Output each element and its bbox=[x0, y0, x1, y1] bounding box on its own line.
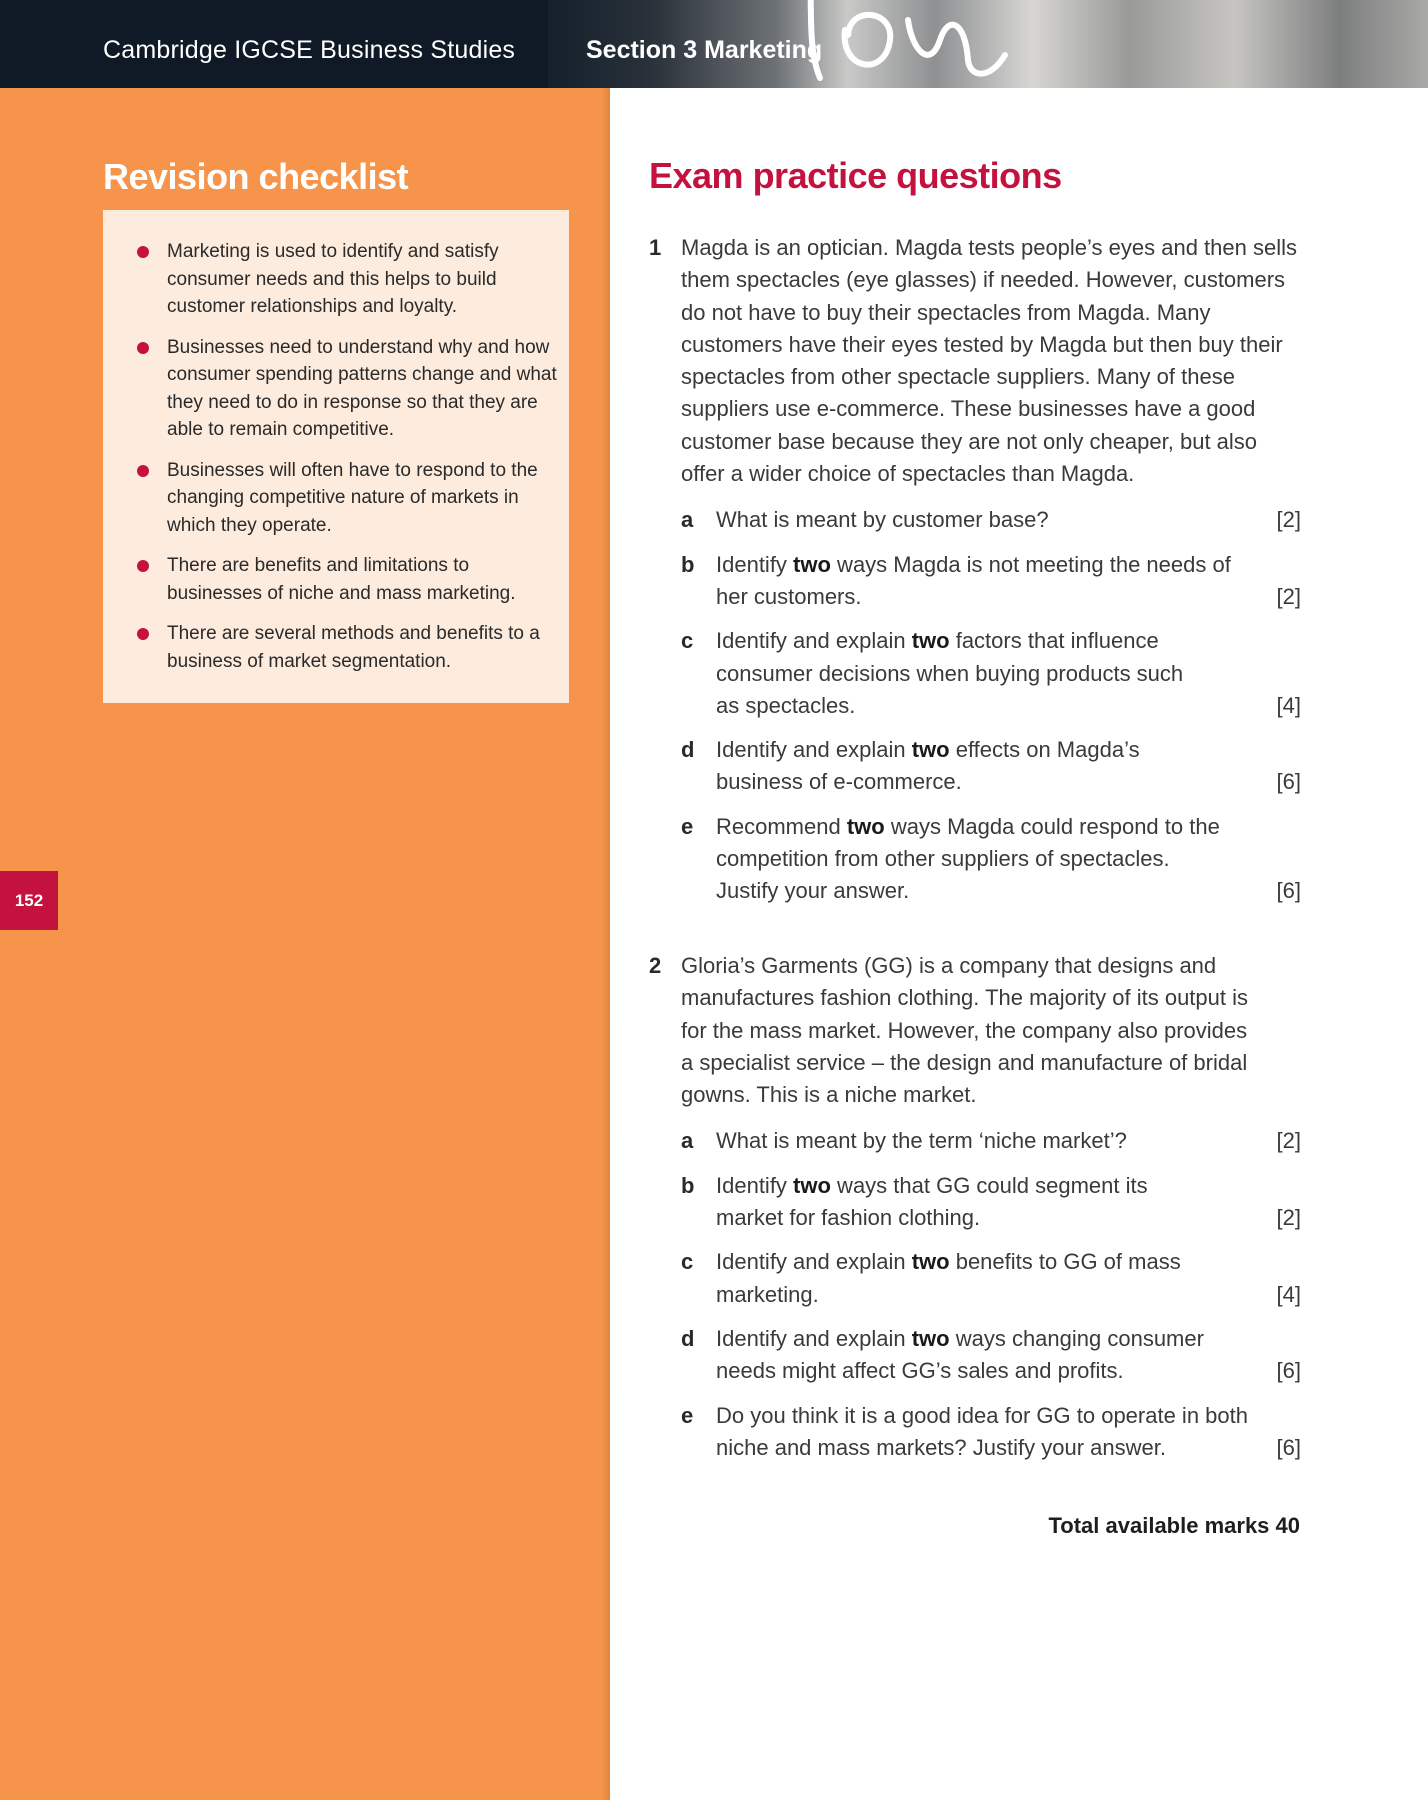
checklist-item-text: Businesses will often have to respond to the changing competitive nature of markets in which they operate. bbox=[167, 459, 538, 536]
checklist-item-text: There are several methods and benefits to a business of market segmentation. bbox=[167, 623, 540, 672]
part-text: Identify and explain two factors that influence consumer decisions when buying products such as spectacles. bbox=[716, 628, 1184, 718]
part-letter: a bbox=[681, 507, 694, 533]
question-part bbox=[681, 1170, 1301, 1235]
section-title: Section 3 Marketing bbox=[586, 36, 823, 64]
question-part bbox=[681, 1400, 1301, 1465]
part-marks: [6] bbox=[1276, 769, 1301, 795]
question-part bbox=[681, 734, 1301, 799]
part-marks: [2] bbox=[1276, 1128, 1301, 1154]
page-header bbox=[0, 0, 1428, 88]
part-text: Identify and explain two effects on Magda’s business of e-commerce. bbox=[716, 737, 1140, 795]
question-number: 1 bbox=[649, 235, 662, 260]
bullet-dot-icon bbox=[137, 342, 149, 354]
question-number: 2 bbox=[649, 953, 662, 978]
part-letter: c bbox=[681, 628, 694, 654]
bullet-dot-icon bbox=[137, 560, 149, 572]
question-2 bbox=[649, 950, 1301, 1464]
checklist-item bbox=[137, 457, 559, 540]
part-letter: e bbox=[681, 1402, 694, 1428]
question-part bbox=[681, 625, 1301, 722]
part-letter: d bbox=[681, 737, 695, 763]
checklist-item bbox=[137, 552, 559, 607]
book-title: Cambridge IGCSE Business Studies bbox=[103, 36, 516, 64]
question-part bbox=[681, 811, 1301, 908]
part-marks: [6] bbox=[1276, 878, 1301, 904]
part-marks: [6] bbox=[1276, 1358, 1301, 1384]
checklist-item bbox=[137, 334, 559, 444]
total-marks: Total available marks 40 bbox=[1048, 1513, 1300, 1538]
header-scrawl-graphic bbox=[790, 0, 1020, 88]
part-letter: e bbox=[681, 813, 694, 839]
part-marks: [4] bbox=[1276, 1281, 1301, 1307]
revision-checklist bbox=[103, 210, 569, 703]
part-marks: [2] bbox=[1276, 1205, 1301, 1231]
exam-heading: Exam practice questions bbox=[649, 155, 1062, 196]
part-marks: [6] bbox=[1276, 1434, 1301, 1460]
checklist-item-text: There are benefits and limitations to businesses of niche and mass marketing. bbox=[167, 555, 516, 604]
part-text: Identify two ways Magda is not meeting the needs of her customers. bbox=[716, 551, 1231, 609]
part-marks: [4] bbox=[1276, 692, 1301, 718]
revision-heading: Revision checklist bbox=[103, 156, 409, 197]
part-marks: [2] bbox=[1276, 583, 1301, 609]
part-text: Identify and explain two ways changing consumer needs might affect GG’s sales and profits. bbox=[716, 1325, 1204, 1384]
part-letter: c bbox=[681, 1249, 694, 1275]
checklist-item-text: Businesses need to understand why and how consumer spending patterns change and what they need to do in response so that they are able to remain competitive. bbox=[167, 336, 557, 440]
part-letter: d bbox=[681, 1325, 695, 1351]
bullet-dot-icon bbox=[137, 246, 149, 258]
question-part bbox=[681, 1125, 1301, 1157]
part-text: What is meant by customer base? bbox=[716, 507, 1049, 533]
question-part bbox=[681, 1246, 1301, 1311]
bullet-dot-icon bbox=[137, 465, 149, 477]
bullet-dot-icon bbox=[137, 628, 149, 640]
part-text: What is meant by the term ‘niche market’? bbox=[716, 1128, 1127, 1154]
checklist-item bbox=[137, 238, 559, 321]
part-text: Recommend two ways Magda could respond to the competition from other suppliers of spectacles. Justify your answer. bbox=[716, 813, 1220, 904]
question-part bbox=[681, 504, 1301, 536]
part-text: Identify two ways that GG could segment its market for fashion clothing. bbox=[716, 1172, 1148, 1231]
question-part bbox=[681, 1323, 1301, 1388]
part-text: Do you think it is a good idea for GG to operate in both niche and mass markets? Justify your answer. bbox=[716, 1402, 1248, 1460]
question-1 bbox=[649, 232, 1301, 908]
part-marks: [2] bbox=[1276, 507, 1301, 533]
part-letter: b bbox=[681, 551, 695, 577]
revision-column bbox=[0, 88, 610, 1800]
question-stem: Magda is an optician. Magda tests people’s eyes and then sells them spectacles (eye glasses) if needed. However, customers do not have to buy their spectacles from Magda. Many customers have their eyes tested by Magda but then buy their spectacles from other spectacle suppliers. Many of these suppliers use e-commerce. These businesses have a good customer base because they are not only cheaper, but also offer a wider choice of spectacles than Magda. bbox=[681, 235, 1297, 487]
question-stem: Gloria’s Garments (GG) is a company that designs and manufactures fashion clothing. The majority of its output is for the mass market. However, the company also provides a specialist service – the design and manufacture of bridal gowns. This is a niche market. bbox=[681, 953, 1248, 1108]
checklist-item-text: Marketing is used to identify and satisfy consumer needs and this helps to build customer relationships and loyalty. bbox=[167, 241, 499, 317]
question-part bbox=[681, 549, 1301, 614]
page-number: 152 bbox=[0, 871, 58, 930]
checklist-item bbox=[137, 620, 559, 675]
part-letter: b bbox=[681, 1172, 695, 1198]
part-text: Identify and explain two benefits to GG of mass marketing. bbox=[716, 1249, 1181, 1307]
part-letter: a bbox=[681, 1128, 694, 1154]
